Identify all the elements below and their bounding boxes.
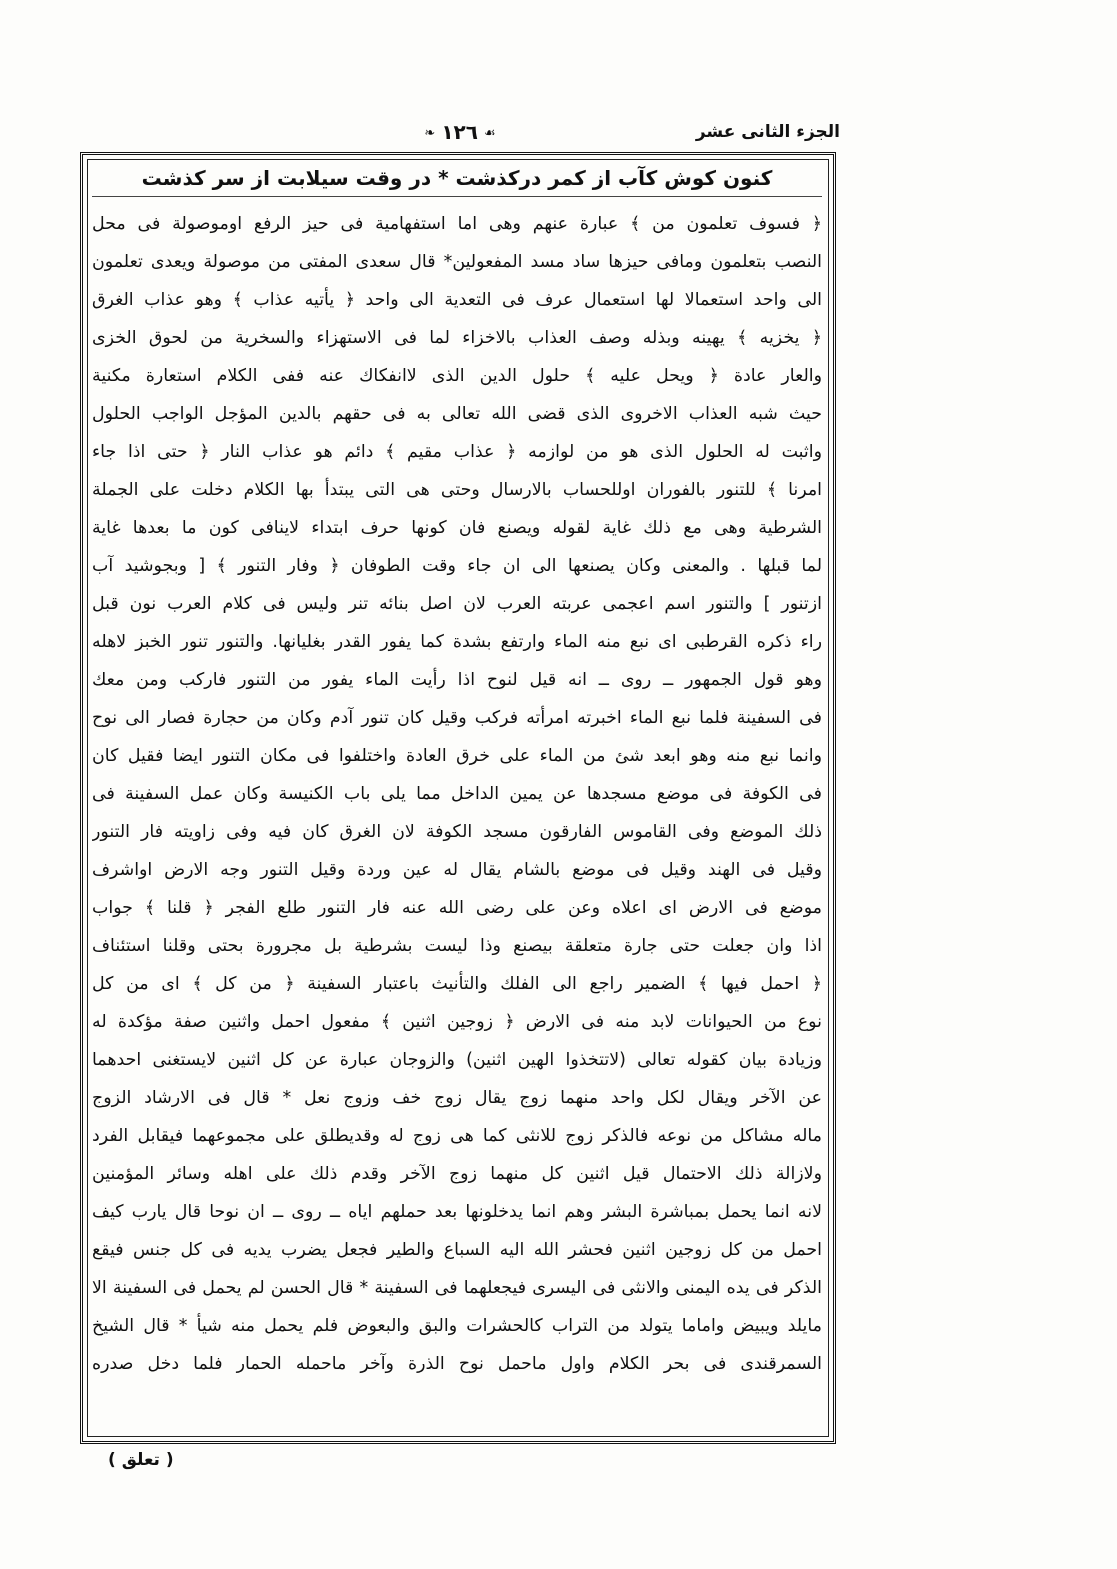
- text-line: ولازالة ذلك الاحتمال قيل اثنين كل منهما زوج الآخر وقدم ذلك على اهله وسائر المؤمنين: [92, 1164, 822, 1184]
- text-line: مايلد ويبيض واماما يتولد من التراب كالحشرات والبق والبعوض فلم يحمل منه شيأ * قال الشيخ: [92, 1316, 822, 1336]
- text-line: اذا وان جعلت حتى جارة متعلقة بيصنع وذا ليست بشرطية بل مجرورة بحتى وقلنا استئناف: [92, 936, 822, 956]
- text-line: ﴿ احمل فيها ﴾ الضمير راجع الى الفلك والتأنيث باعتبار السفينة ﴿ من كل ﴾ اى من كل: [92, 974, 822, 994]
- text-line: احمل من كل زوجين اثنين فحشر الله اليه السباع والطير فجعل يضرب يديه فى كل جنس فيقع: [92, 1240, 822, 1260]
- ornament-left-icon: ❧: [424, 126, 436, 141]
- text-line: نوع من الحيوانات لابد منه فى الارض ﴿ زوجين اثنين ﴾ مفعول احمل واثنين صفة مؤكدة له: [92, 1012, 822, 1032]
- text-line: السمرقندى فى بحر الكلام واول ماحمل نوح الذرة وآخر ماحمله الحمار فلما دخل صدره: [92, 1354, 822, 1374]
- page-number: ١٢٦: [441, 120, 478, 144]
- text-line: وانما نبع منه وهو ابعد شئ من الماء على خرق العادة واختلفوا فى مكان التنور ايضا فقيل كان: [92, 746, 822, 766]
- part-title: الجزء الثانى عشر: [695, 122, 840, 142]
- text-line: امرنا ﴾ للتنور بالفوران اوللحساب بالارسال وحتى هى التى يبتدأ بها الكلام دخلت على الجملة: [92, 480, 822, 500]
- page-header: [80, 120, 840, 150]
- text-line: ﴿ يخزيه ﴾ يهينه وبذله وصف العذاب بالاخزاء لما فى الاستهزاء والسخرية من لحوق الخزى: [92, 328, 822, 348]
- text-line: حيث شبه العذاب الاخروى الذى قضى الله تعالى به فى حقهم بالدين المؤجل الواجب الحلول: [92, 404, 822, 424]
- text-line: وزيادة بيان كقوله تعالى (لاتتخذوا الهين اثنين) والزوجان عبارة عن كل اثنين لايستغنى احدهما: [92, 1050, 822, 1070]
- catchword: ( تعلق ): [108, 1450, 174, 1470]
- persian-verse: كنون كوش كآب از كمر دركذشت * در وقت سيلابت از سر كذشت: [92, 160, 822, 197]
- body-text: [92, 205, 822, 1383]
- text-line: عن الآخر ويقال لكل واحد منهما زوج يقال زوج خف وزوج نعل * قال فى الارشاد الزوج: [92, 1088, 822, 1108]
- text-line: واثبت له الحلول الذى هو من لوازمه ﴿ عذاب مقيم ﴾ دائم هو عذاب النار ﴿ حتى اذا جاء: [92, 442, 822, 462]
- text-line: فى السفينة فلما نبع الماء اخبرته امرأته فركب وقيل كان تنور آدم وكان من حجارة فصار الى نوح: [92, 708, 822, 728]
- text-line: وهو قول الجمهور ــ روى ــ انه قيل لنوح اذا رأيت الماء يفور من التنور فاركب ومن معك: [92, 670, 822, 690]
- text-line: موضع فى الارض اى اعلاه وعن على رضى الله عنه فار التنور طلع الفجر ﴿ قلنا ﴾ جواب: [92, 898, 822, 918]
- text-line: ﴿ فسوف تعلمون من ﴾ عبارة عنهم وهى اما استفهامية فى حيز الرفع اوموصولة فى محل: [92, 214, 822, 234]
- text-line: والعار عادة ﴿ ويحل عليه ﴾ حلول الدين الذى لاانفكاك عنه ففى الكلام استعارة مكنية: [92, 366, 822, 386]
- text-line: لما قبلها . والمعنى وكان يصنعها الى ان جاء وقت الطوفان ﴿ وفار التنور ﴾ [ وبجوشيد آب: [92, 556, 822, 576]
- text-line: النصب بتعلمون ومافى حيزها ساد مسد المفعولين* قال سعدى المفتى من موصولة ويعدى تعلمون: [92, 252, 822, 272]
- text-line: ازتنور ] والتنور اسم اعجمى عربته العرب لان اصل بنائه تنر وليس فى كلام العرب نون قبل: [92, 594, 822, 614]
- text-line: وقيل فى الهند وقيل فى موضع بالشام يقال له عين وردة وقيل التنور وجه الارض اواشرف: [92, 860, 822, 880]
- text-line: الذكر فى يده اليمنى والانثى فى اليسرى فيجعلهما فى السفينة * قال الحسن لم يحمل فى السفينة الا: [92, 1278, 822, 1298]
- text-line: لانه انما يحمل بمباشرة البشر وهم انما يدخلونها بعد حملهم اياه ــ روى ــ ان نوحا قال يارب كيف: [92, 1202, 822, 1222]
- text-line: راء ذكره القرطبى اى نبع منه الماء وارتفع بشدة كما يفور القدر بغليانها. والتنور تنور الخبز لاهله: [92, 632, 822, 652]
- text-line: الى واحد استعمالا لها استعمال عرف فى التعدية الى واحد ﴿ يأتيه عذاب ﴾ وهو عذاب الغرق: [92, 290, 822, 310]
- text-line: ماله مشاكل من نوعه فالذكر زوج للانثى كما هى زوج له وقديطلق على مجموعهما فيقابل الفرد: [92, 1126, 822, 1146]
- text-line: الشرطية وهى مع ذلك غاية لقوله ويصنع فان كونها حرف ابتداء لاينافى كون ما بعدها غاية: [92, 518, 822, 538]
- ornament-right-icon: ☙: [483, 126, 496, 141]
- text-line: فى الكوفة فى موضع مسجدها عن يمين الداخل مما يلى باب الكنيسة وكان عمل السفينة فى: [92, 784, 822, 804]
- text-line: ذلك الموضع وفى القاموس الفارقون مسجد الكوفة لان الغرق كان فيه وفى زاويته فار التنور: [92, 822, 822, 842]
- page-number-block: [80, 120, 840, 144]
